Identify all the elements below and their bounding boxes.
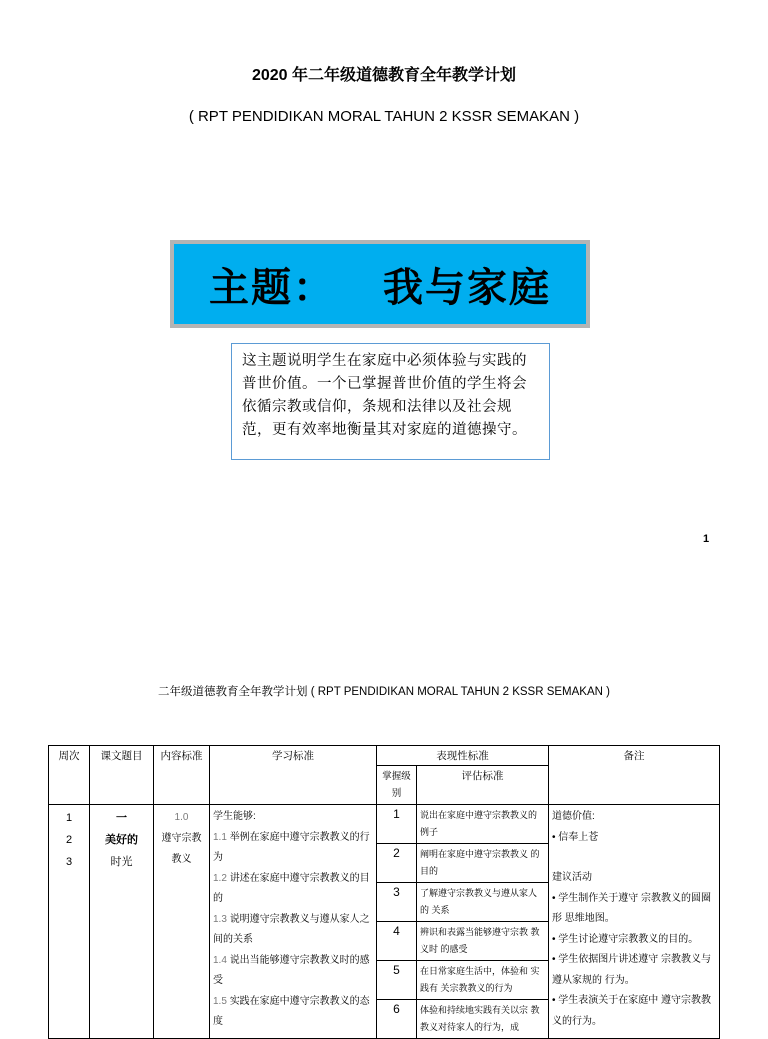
eval-std: 辨识和表露当能够遵守宗教 教义时 的感受 bbox=[417, 922, 549, 961]
notes-activity: • 学生依据图片讲述遵守 宗教教义与遵从家规的 行为。 bbox=[552, 954, 712, 986]
theme-value: 我与家庭 bbox=[383, 263, 551, 311]
header-learning-std: 学习标准 bbox=[210, 746, 377, 805]
document-subtitle: ( RPT PENDIDIKAN MORAL TAHUN 2 KSSR SEMAKAN ) bbox=[188, 108, 580, 125]
learning-item: 1.2 讲述在家庭中遵守宗教教义的目的 bbox=[213, 872, 370, 904]
teaching-plan-table bbox=[48, 745, 720, 1039]
header-notes: 备注 bbox=[549, 746, 720, 805]
header-content-std: 内容标准 bbox=[154, 746, 210, 805]
content-std-number: 1.0 bbox=[174, 812, 189, 823]
eval-std: 了解遵守宗教教义与遵从家人 的 关系 bbox=[417, 883, 549, 922]
eval-std: 体验和持续地实践有关以宗 教教义对待家人的行为，成 bbox=[417, 1000, 549, 1039]
mastery-level: 1 bbox=[377, 805, 417, 844]
topic-number: 一 bbox=[116, 812, 127, 824]
topic-cell bbox=[90, 805, 154, 1039]
notes-activity-title: 建议活动 bbox=[552, 872, 592, 883]
learning-std-cell bbox=[210, 805, 377, 1039]
notes-value: • 信奉上苍 bbox=[552, 831, 599, 843]
notes-activity: • 学生讨论遵守宗教教义的目的。 bbox=[552, 933, 699, 945]
table-row bbox=[49, 805, 720, 844]
week-number: 2 bbox=[65, 834, 73, 846]
notes-title: 道德价值: bbox=[552, 811, 595, 822]
header-topic: 课文题目 bbox=[90, 746, 154, 805]
mastery-level: 6 bbox=[377, 1000, 417, 1039]
header-week: 周次 bbox=[49, 746, 90, 805]
header-mastery-level: 掌握级别 bbox=[377, 766, 417, 805]
mastery-level: 2 bbox=[377, 844, 417, 883]
learning-intro: 学生能够: bbox=[213, 811, 256, 822]
topic-title-line2: 时光 bbox=[110, 856, 133, 868]
page2-header: 二年级道德教育全年教学计划 ( RPT PENDIDIKAN MORAL TAHUN 2 KSSR SEMAKAN ) bbox=[158, 686, 610, 698]
content-std-text: 遵守宗教教义 bbox=[161, 833, 202, 865]
mastery-level: 3 bbox=[377, 883, 417, 922]
notes-cell bbox=[549, 805, 720, 1039]
learning-item: 1.5 实践在家庭中遵守宗教教义的态度 bbox=[213, 995, 370, 1027]
eval-std: 在日常家庭生活中，体验和 实践有 关宗教教义的行为 bbox=[417, 961, 549, 1000]
theme-banner-inner bbox=[174, 244, 586, 324]
topic-title: 美好的 bbox=[105, 834, 138, 846]
notes-activity: • 学生制作关于遵守 宗教教义的圆圈形 思维地图。 bbox=[552, 892, 712, 924]
learning-item: 1.1 举例在家庭中遵守宗教教义的行为 bbox=[213, 831, 370, 863]
header-eval-std: 评估标准 bbox=[417, 766, 549, 805]
theme-description: 这主题说明学生在家庭中必须体验与实践的普世价值。一个已掌握普世价值的学生将会依循宗教或信仰，条规和法律以及社会规范，更有效率地衡量其对家庭的道德操守。 bbox=[231, 343, 550, 460]
table-header-row bbox=[49, 746, 720, 766]
theme-label: 主题： bbox=[209, 263, 335, 311]
mastery-level: 4 bbox=[377, 922, 417, 961]
learning-item: 1.3 说明遵守宗教教义与遵从家人之间的关系 bbox=[213, 913, 370, 945]
week-number: 3 bbox=[65, 856, 73, 868]
mastery-level: 5 bbox=[377, 961, 417, 1000]
week-cell bbox=[49, 805, 90, 1039]
week-number: 1 bbox=[65, 812, 73, 824]
eval-std: 说出在家庭中遵守宗教教义的 例子 bbox=[417, 805, 549, 844]
page-number: 1 bbox=[703, 533, 710, 545]
eval-std: 阐明在家庭中遵守宗教教义 的 目的 bbox=[417, 844, 549, 883]
learning-item: 1.4 说出当能够遵守宗教教义时的感受 bbox=[213, 954, 370, 986]
content-std-cell bbox=[154, 805, 210, 1039]
theme-banner bbox=[170, 240, 590, 328]
notes-activity: • 学生表演关于在家庭中 遵守宗教教义的行为。 bbox=[552, 995, 712, 1027]
header-performance-std: 表现性标准 bbox=[377, 746, 549, 766]
document-title: 2020 年二年级道德教育全年教学计划 bbox=[251, 67, 517, 84]
